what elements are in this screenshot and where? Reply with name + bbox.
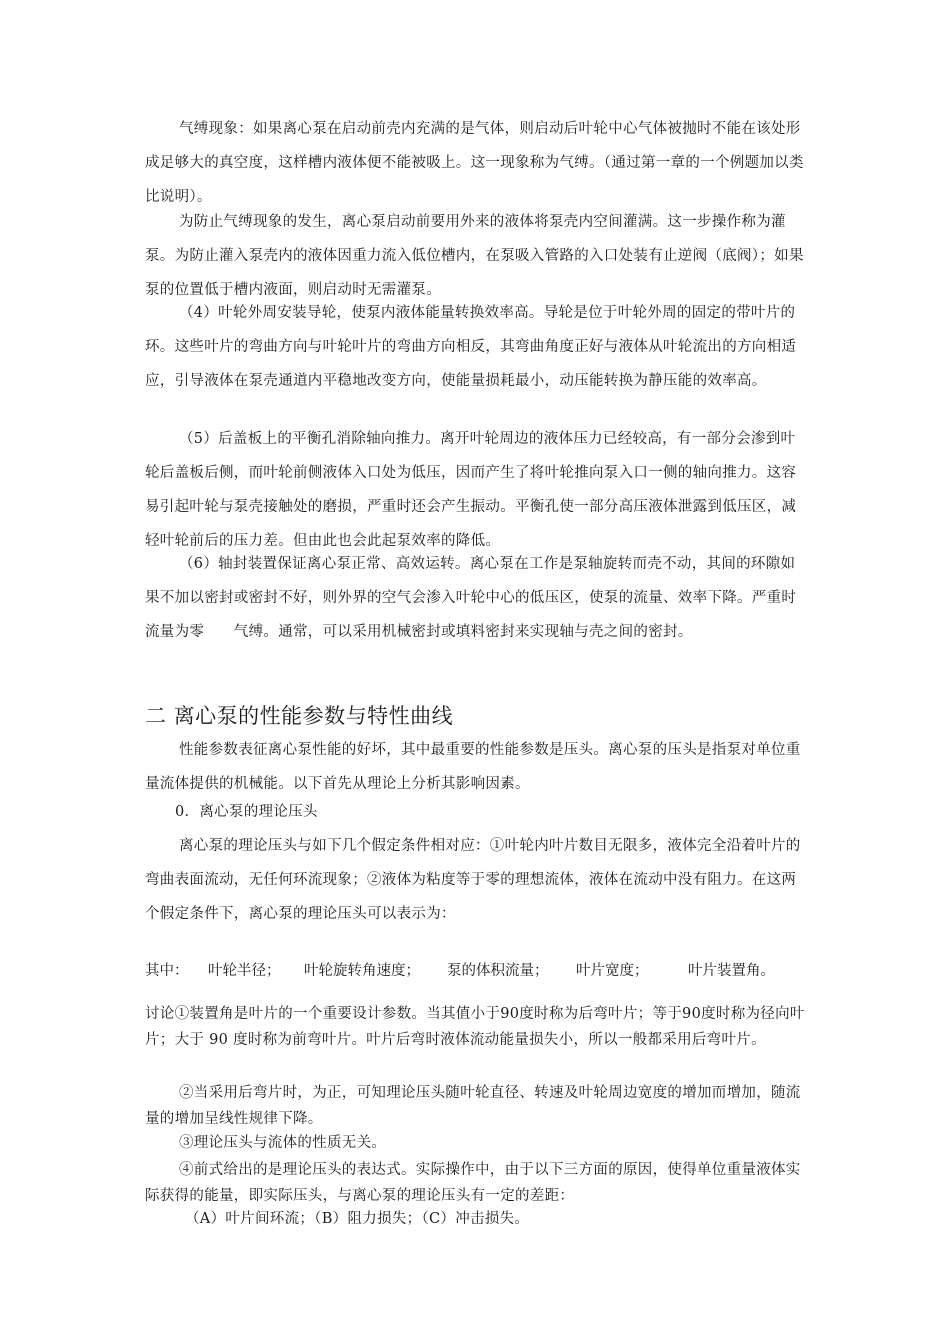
- section-heading: 二 离心泵的性能参数与特性曲线: [145, 704, 454, 728]
- symbol-blade-angle: 叶片装置角。: [688, 963, 775, 979]
- paragraph-discussion-5: （A）叶片间环流；（B）阻力损失；（C）冲击损失。: [185, 1211, 530, 1227]
- paragraph-performance: 性能参数表征离心泵性能的好坏，其中最重要的性能参数是压头。离心泵的压头是指泵对单位重量流体提供的机械能。以下首先从理论上分析其影响因素。: [145, 742, 801, 792]
- symbol-angular-speed: 叶轮旋转角速度；: [304, 963, 420, 979]
- paragraph-priming: 为防止气缚现象的发生，离心泵启动前要用外来的液体将泵壳内空间灌满。这一步操作称为灌泵。为防止灌入泵壳内的液体因重力流入低位槽内，在泵吸入管路的入口处装有止逆阀（底阀）；如果泵的位置低于槽内液面，则启动时无需灌泵。: [145, 214, 804, 298]
- paragraph-balance-hole: （5）后盖板上的平衡孔消除轴向推力。离开叶轮周边的液体压力已经较高，有一部分会渗到叶轮后盖板后侧，而叶轮前侧液体入口处为低压，因而产生了将叶轮推向泵入口一侧的轴向推力。这容易引起叶轮与泵壳接触处的磨损，严重时还会产生振动。平衡孔使一部分高压液体泄露到低压区，减轻叶轮前后的压力差。但由此也会此起泵效率的降低。: [145, 431, 797, 549]
- paragraph-air-binding: 气缚现象：如果离心泵在启动前壳内充满的是气体，则启动后叶轮中心气体被抛时不能在该处形成足够大的真空度，这样槽内液体便不能被吸上。这一现象称为气缚。（通过第一章的一个例题加以类比说明）。: [145, 121, 804, 205]
- paragraph-shaft-seal: （6）轴封装置保证离心泵正常、高效运转。离心泵在工作是泵轴旋转而壳不动，其间的环隙如果不加以密封或密封不好，则外界的空气会渗入叶轮中心的低压区，使泵的流量、效率下降。严重时流量为零 气缚。通常，可以采用机械密封或填料密封来实现轴与壳之间的密封。: [145, 556, 797, 640]
- symbol-impeller-radius: 叶轮半径；: [208, 963, 281, 979]
- subheading-theoretical-head: 0．离心泵的理论压头: [175, 804, 318, 820]
- symbol-lead: 其中：: [145, 963, 189, 979]
- symbol-flow-rate: 泵的体积流量；: [447, 963, 549, 979]
- paragraph-discussion-2: ②当采用后弯片时，为正，可知理论压头随叶轮直径、转速及叶轮周边宽度的增加而增加，随流量的增加呈线性规律下降。: [145, 1085, 801, 1127]
- paragraph-discussion-3: ③理论压头与流体的性质无关。: [179, 1135, 387, 1151]
- symbol-blade-width: 叶片宽度；: [576, 963, 649, 979]
- paragraph-discussion-1: 讨论①装置角是叶片的一个重要设计参数。当其值小于90度时称为后弯叶片；等于90度时称为径向叶片；大于 90 度时称为前弯叶片。叶片后弯时液体流动能量损失小，所以一般都采用后弯叶片。: [145, 1006, 805, 1048]
- paragraph-theoretical-head: 离心泵的理论压头与如下几个假定条件相对应：①叶轮内叶片数目无限多，液体完全沿着叶片的弯曲表面流动，无任何环流现象；②液体为粘度等于零的理想流体，液体在流动中没有阻力。在这两个假定条件下，离心泵的理论压头可以表示为：: [145, 838, 801, 922]
- paragraph-discussion-4: ④前式给出的是理论压头的表达式。实际操作中，由于以下三方面的原因，使得单位重量液体实际获得的能量，即实际压头，与离心泵的理论压头有一定的差距：: [145, 1162, 801, 1204]
- paragraph-guide-vane: （4）叶轮外周安装导轮，使泵内液体能量转换效率高。导轮是位于叶轮外周的固定的带叶片的环。这些叶片的弯曲方向与叶轮叶片的弯曲方向相反，其弯曲角度正好与液体从叶轮流出的方向相适应，引导液体在泵壳通道内平稳地改变方向，使能量损耗最小，动压能转换为静压能的效率高。: [145, 305, 797, 389]
